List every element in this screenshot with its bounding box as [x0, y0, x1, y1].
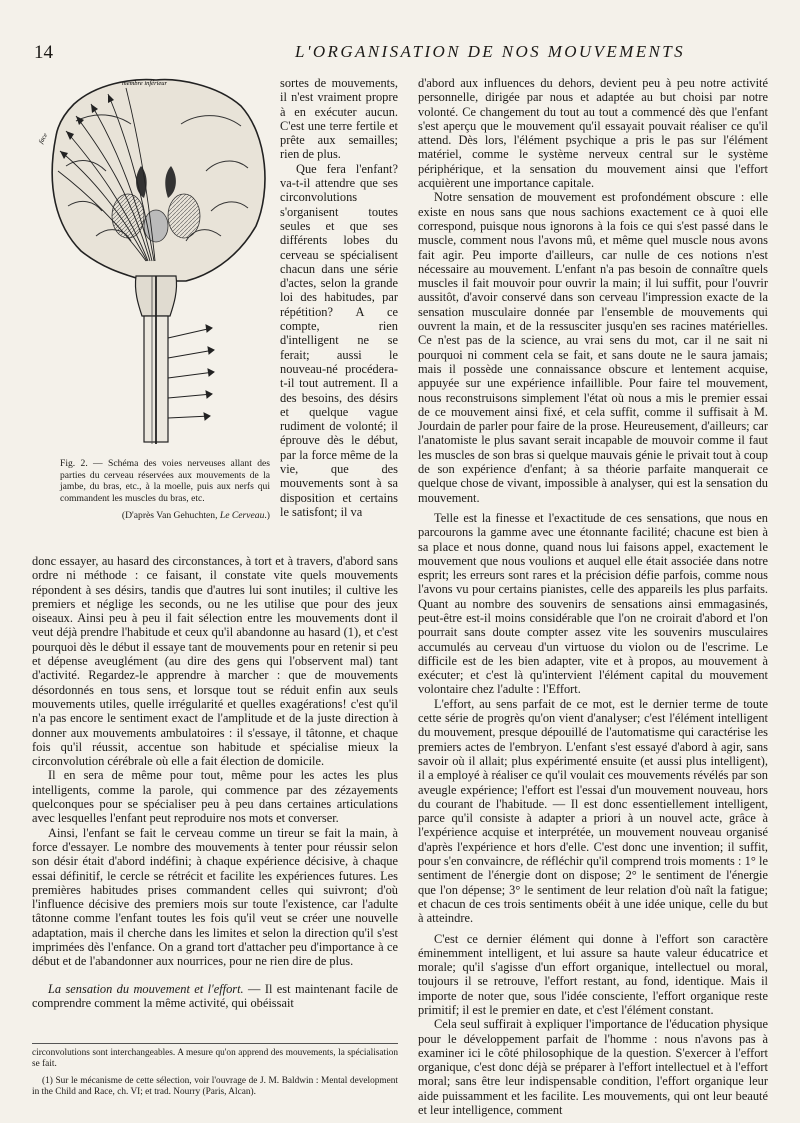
paragraph: L'effort, au sens parfait de ce mot, est le dernier terme de toute cette série de progrès qu'on vient d'analyser; c'est l'élément intelligent du mouvement, presque dépouillé de l'automatisme qui caractérise les premiers actes de l'embryon. L'enfant s'est essayé d'abord à agir, sans savoir où il allait; plus expérimenté ensuite (et aussi plus intelligent), il a employé à réaliser ce qu'il voulait ces mouvements révélés par son aveugle expérience; l'effort est l'essai d'un mouvement nouveau, hors du courant de l'habitude. — Il est donc essentiellement intelligent, parce qu'il consiste à adapter a priori à un nouvel acte, grâce à l'expérience acquise et interprétée, un mouvement nouveau organisé d'après l'expérience et hors d'elle. C'est donc une invention; il suffit, pour s'en convaincre, de réfléchir qu'il comprend trois moments : 1° le sentiment de l'énergie dont on dispose; 2° le sentiment de l'énergie que l'on dépense; 3° le sentiment de leur relation d'où naît la fatigue; et chacun de ces trois sentiments obéit à une idée unique, celle du but à atteindre. — [418, 696, 768, 926]
figure-credit-title: Le Cerveau — [219, 510, 265, 522]
footnotes — [32, 1043, 398, 1098]
section-text: — Il est maintenant facile de comprendre comment la même activité, qui obéissait — [32, 981, 398, 1010]
figure-credit — [60, 510, 270, 522]
paragraph: Cela seul suffirait à expliquer l'importance de l'éducation physique pour le développement parfait de l'homme : nous n'avons pas à examiner ici le côté philosophique de la question. S'exercer à l'effort organique, c'est donc déjà se préparer à l'effort intellectuel et à l'effort moral; sans être leur indispensable condition, l'effort organique leur aide puissamment et les facilite. Les mouvements, qui ont leur beauté et leur intelligence, comment — [418, 1017, 768, 1118]
figure-caption-text: Fig. 2. — Schéma des voies nerveuses allant des parties du cerveau réservées aux mouvements de la jambe, du bras, etc., à la moelle, puis aux nerfs qui commandent les muscles du bras, etc. — [60, 458, 270, 504]
right-column — [418, 76, 768, 1117]
left-column-beside-figure — [280, 76, 398, 519]
paragraph: donc essayer, au hasard des circonstances, à tort et à travers, d'abord sans ordre ni méthode : ce faisant, il constate vite quels mouvements répondent à ses désirs, tandis que d'autres lui sont inutiles; il cultive les premiers et néglige les seconds, ou ne les utilise que pour des jeux oiseaux. Ainsi peu à peu il fait sélection entre les mouvements dont il veut déjà prendre l'habitude et ceux qu'il abandonne au hasard (1), et c'est pourquoi dès le début il essaye tant de mouvements pour en retenir si peu et dépense aveuglément (au dire des gens qui l'observent mal) tant d'activité. Regardez-le apprendre à marcher : que de mouvements désordonnés en tous sens, et lorsque tout se réduit enfin aux seuls mouvements utiles, quelle irrégularité et quelles exagérations! c'est qu'il n'a pas encore le sentiment exact de l'amplitude et de la juste direction à donner aux mouvements ambulatoires : il s'essaye, il tâtonne, et chaque fois qu'il réussit, accentue son habitude et spécialise mieux la circonvolution cérébrale où elle a fait élection de domicile. — [32, 554, 398, 769]
paragraph: Telle est la finesse et l'exactitude de ces sensations, que nous en parcourons la gamme avec une étonnante facilité; chacune est bien à sa place et nous donne, quand nous lui faisons appel, exactement le mouvement que nous voulions et auquel elle était associée dans notre esprit; les erreurs sont rares et la précision défie parfois, comme nous l'avons vu pour certains pianistes, celle des appareils les plus parfaits. Quant au nombre des souvenirs de sensations ainsi emmagasinés, peut-être est-il moins considérable que l'on ne croirait d'abord et l'on pourrait sans doute compter assez vite les souvenirs musculaires accumulés au cerveau d'un virtuose du violon ou de l'escrime. Le difficile est de les bien adapter, vite et à propos, au mouvement à exécuter; et c'est là qu'intervient l'élément capital du mouvement volontaire chez l'adulte : l'Effort. — [418, 510, 768, 697]
brain-nerve-pathways-figure — [36, 76, 276, 452]
left-column-main — [32, 554, 398, 1010]
page-number: 14 — [34, 42, 53, 63]
paragraph: d'abord aux influences du dehors, devient peu à peu notre activité personnelle, dirigée par nous et adaptée au but choisi par notre volonté. Ce changement du tout au tout a commencé dès que l'enfant s'est aperçu que le mouvement qu'il essayait pouvait réaliser ce qu'il attend. Dès lors, l'élément psychique a pris le pas sur l'élément matériel, comme le système nerveux central sur le système périphérique, et la sensation du mouvement ainsi que l'effort acquièrent une importance capitale. — [418, 76, 768, 191]
figure-label-side: face — [37, 132, 50, 145]
footnote: (1) Sur le mécanisme de cette sélection, voir l'ouvrage de J. M. Baldwin : Mental development in the Child and Race, ch. VI; et trad. Nourry (Paris, Alcan). — [32, 1076, 398, 1097]
section-heading: La sensation du mouvement et l'effort. — [48, 981, 244, 996]
figure-credit-suffix: .) — [264, 510, 270, 522]
footnote: circonvolutions sont interchangeables. A mesure qu'on apprend des mouvements, la spécialisation se fait. — [32, 1048, 398, 1069]
paragraph: sortes de mouvements, il n'est vraiment propre à en exécuter aucun. C'est une terre fertile et prête aux semailles; rien de plus. — [280, 76, 398, 162]
paragraph: Que fera l'enfant? va-t-il attendre que ses circonvolutions s'organisent toutes seules et que ses différents lobes du cerveau se spécialisent chacun dans une série d'actes, selon la grande loi des habitudes, par répétition? A ce compte, rien d'intelligent ne se ferait; aussi le nouveau-né procédera-t-il tout autrement. Il a des besoins, des désirs et quelque vague rudiment de volonté; il éprouve dès le début, par la force même de la vie, que des mouvements sont à sa disposition et certains le satisfont; il va — [280, 161, 398, 519]
section-paragraph — [32, 982, 398, 1011]
figure-label-top: membre inférieur — [122, 80, 168, 87]
figure-credit-prefix: (D'après Van Gehuchten, — [121, 510, 220, 522]
paragraph: Il en sera de même pour tout, même pour les actes les plus intelligents, comme la parole, qui commence par des zézayements quelconques pour se spécialiser peu à peu dans certaines articulations avec lesquelles l'enfant peut reproduire nos mots et converser. — [32, 768, 398, 826]
brain-diagram — [36, 76, 276, 452]
paragraph: C'est ce dernier élément qui donne à l'effort son caractère éminemment intelligent, et lui assure sa haute valeur éducatrice et morale; qu'il s'agisse d'un effort organique, intellectuel ou moral, toujours il se retrouve, l'effort restant, au fond, identique. Mais il importe de noter que, sous l'idée consciente, l'effort organique reste primitif; il est le premier en date, et c'est l'élément constant. — [418, 931, 768, 1017]
paragraph: Notre sensation de mouvement est profondément obscure : elle existe en nous sans que nous sachions exactement ce à quoi elle correspond, puisque nous ignorons à la fois ce qui s'est passé dans le muscle, comment nous l'avons mû, et même quel muscle nous avons fait agir. Peu importe d'ailleurs, car nulle de ces notions n'est nécessaire au mouvement. L'enfant n'a pas besoin de connaître quels muscles il fait mouvoir pour ouvrir la main; il lui suffit, pour l'ouvrir aussitôt, d'avoir conservé dans son cerveau l'impression exacte de la sensation musculaire donnée par l'ensemble de mouvements qui ouvrent la main, et de la ressusciter jusqu'en ses racines matérielles. Ce n'est pas de la science, au vrai sens du mot, car il ne sait ni pourquoi ni comment cela se fait, et sans doute ne le saura jamais; mais il possède une connaissance obscure et lentement acquise, appuyée sur une expérience infaillible. Pour faire tel mouvement, nous reconstruisons simplement l'état où nous a mis le premier essai de ce mouvement ainsi fixé, et cela suffit, comme il suffisait à M. Jourdain de parler pour faire de la prose. Heureusement, d'ailleurs; car l'anatomiste le plus savant serait incapable de mouvoir comme il faut les muscles de son bras si quelque mauvais génie le privait tout à coup de son expérience d'enfant; à sa théorie parfaite manquerait ce quelque chose de vivant, impossible à analyser, qui est la sensation du mouvement. — [418, 190, 768, 505]
paragraph: Ainsi, l'enfant se fait le cerveau comme un tireur se fait la main, à force d'essayer. Le nombre des mouvements à tenter pour réussir selon son désir était d'abord indéfini; à chaque expérience décisive, à chaque essai définitif, le cercle se rétrécit et facilite les expériences futures. Les premières habitudes prises commandent celles qui suivront; d'où l'influence décisive des premiers mois sur toute l'existence, car l'adulte tâtonne comme l'enfant toutes les fois qu'il veut se créer une nouvelle adaptation, mais il cherche dans les limites et selon la direction qu'il s'est imprimées dès l'enfance. On a grand tort d'attacher peu d'importance à ce début et de l'abandonner aux nourrices, pour ne rien dire de plus. — [32, 825, 398, 969]
figure-caption — [60, 458, 270, 522]
running-title: L'ORGANISATION DE NOS MOUVEMENTS — [294, 42, 686, 61]
page-header — [34, 42, 766, 68]
